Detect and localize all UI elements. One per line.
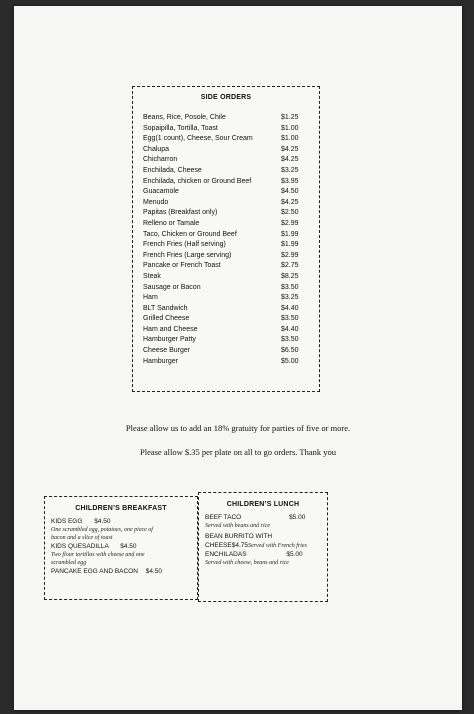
side-order-name: Cheese Burger [143,347,191,355]
side-order-price: $3.25 [281,166,299,174]
childrens-breakfast-title: CHILDREN’S BREAKFAST [75,505,167,512]
side-orders-box [132,86,320,392]
kids-egg-price: $4.50 [94,518,111,525]
kids-egg-desc-1: One scrambled egg, potatoes, one piece of [51,527,153,533]
kids-quesadilla-desc-1: Two flour tortillas with cheese and one [51,552,145,558]
to-go-note: Please allow $.35 per plate on all to go orders. Thank you [139,447,336,457]
side-order-item [143,198,309,209]
side-orders-title: SIDE ORDERS [200,94,252,101]
side-orders-list [133,113,319,367]
side-order-price: $3.25 [281,294,299,302]
side-order-name: Chalupa [143,145,170,153]
side-order-price: $2.99 [281,251,299,259]
side-order-price: $1.99 [281,230,299,238]
beef-taco-desc: Served with beans and rice [205,523,270,529]
side-order-price: $3.50 [281,315,299,323]
bean-burrito-desc: Served with French fries [248,543,307,549]
side-order-item [143,208,309,219]
kids-egg-name: KIDS EGG [51,518,83,525]
side-order-item [143,113,309,124]
beef-taco-price: $5.00 [289,514,306,521]
side-order-name: Taco, Chicken or Ground Beef [143,230,237,238]
side-order-price: $1.99 [281,241,299,249]
side-order-price: $2.75 [281,262,299,270]
side-order-price: $4.40 [281,325,299,333]
side-order-name: Ham and Cheese [143,325,198,333]
side-order-price: $1.00 [281,135,299,143]
side-order-price: $5.00 [281,357,299,365]
pancake-item [51,567,191,576]
side-order-item [143,261,309,272]
side-order-item [143,335,309,346]
side-order-price: $8.25 [281,272,299,280]
side-order-name: Hamburger Patty [143,336,196,344]
side-order-name: Menudo [143,198,169,206]
side-order-item [143,240,309,251]
side-order-name: BLT Sandwich [143,304,188,312]
side-order-item [143,230,309,241]
side-order-item [143,166,309,177]
side-order-item [143,272,309,283]
pancake-name: PANCAKE EGG AND BACON [51,568,138,575]
side-order-item [143,134,309,145]
side-order-item [143,177,309,188]
bean-burrito-line [205,541,321,550]
side-order-item [143,187,309,198]
beef-taco-item [205,513,321,522]
side-order-name: French Fries (Large serving) [143,251,232,259]
side-order-name: Hamburger [143,357,179,365]
side-order-price: $2.50 [281,209,299,217]
kids-quesadilla-desc-2: scrambled egg [51,560,87,566]
menu-page [14,6,462,710]
side-order-item [143,124,309,135]
side-order-name: Sausage or Bacon [143,283,201,291]
kids-quesadilla-name: KIDS QUESADILLA [51,543,109,550]
side-order-price: $4.25 [281,145,299,153]
side-order-item [143,145,309,156]
side-order-item [143,293,309,304]
side-order-price: $3.50 [281,336,299,344]
gratuity-note: Please allow us to add an 18% gratuity for parties of five or more. [125,423,351,433]
side-order-item [143,304,309,315]
childrens-lunch-title: CHILDREN’S LUNCH [226,501,300,508]
side-order-item [143,357,309,368]
side-order-name: Beans, Rice, Posole, Chile [143,114,226,121]
side-order-item [143,155,309,166]
pancake-price: $4.50 [145,568,163,575]
side-order-price: $4.25 [281,198,299,206]
side-order-price: $2.99 [281,219,299,227]
side-order-price: $4.25 [281,156,299,164]
side-order-price: $6.50 [281,347,299,355]
enchiladas-item [205,550,321,559]
side-order-name: Sopaipilla, Tortilla, Toast [143,124,218,132]
kids-quesadilla-price: $4.50 [120,543,137,550]
side-order-price: $4.40 [281,304,299,312]
side-order-name: Chicharron [143,156,178,164]
bean-burrito-name-2: CHEESE$4.75 [205,542,248,549]
enchiladas-desc: Served with cheese, beans and rice [205,560,289,566]
side-order-name: Relleno or Tamale [143,219,200,227]
side-order-item [143,283,309,294]
side-order-name: Guacamole [143,188,179,196]
kids-egg-item [51,517,191,526]
bean-burrito-name: BEAN BURRITO WITH [205,533,273,540]
side-order-name: Egg(1 count), Cheese, Sour Cream [143,135,253,143]
side-order-price: $3.95 [281,177,299,185]
enchiladas-price: $5.00 [286,551,303,558]
side-order-price: $3.50 [281,283,299,291]
side-order-name: French Fries (Half serving) [143,241,226,249]
enchiladas-name: ENCHILADAS [205,551,247,558]
side-order-name: Ham [143,294,158,302]
side-order-price: $1.00 [281,124,299,132]
side-order-item [143,251,309,262]
side-order-name: Papitas (Breakfast only) [143,209,218,217]
side-order-name: Grilled Cheese [143,315,190,323]
childrens-lunch-box [198,492,328,602]
side-order-name: Enchilada, chicken or Ground Beef [143,177,252,185]
side-order-price: $4.50 [281,188,299,196]
childrens-breakfast-box [44,496,198,600]
beef-taco-name: BEEF TACO [205,514,242,521]
side-order-item [143,325,309,336]
side-order-name: Steak [143,272,161,280]
side-order-item [143,219,309,230]
kids-quesadilla-item [51,542,191,551]
side-order-item [143,346,309,357]
side-order-name: Pancake or French Toast [143,262,221,270]
kids-egg-desc-2: bacon and a slice of toast [51,535,113,541]
side-order-name: Enchilada, Cheese [143,166,202,174]
side-order-price: $1.25 [281,114,299,121]
side-order-item [143,314,309,325]
